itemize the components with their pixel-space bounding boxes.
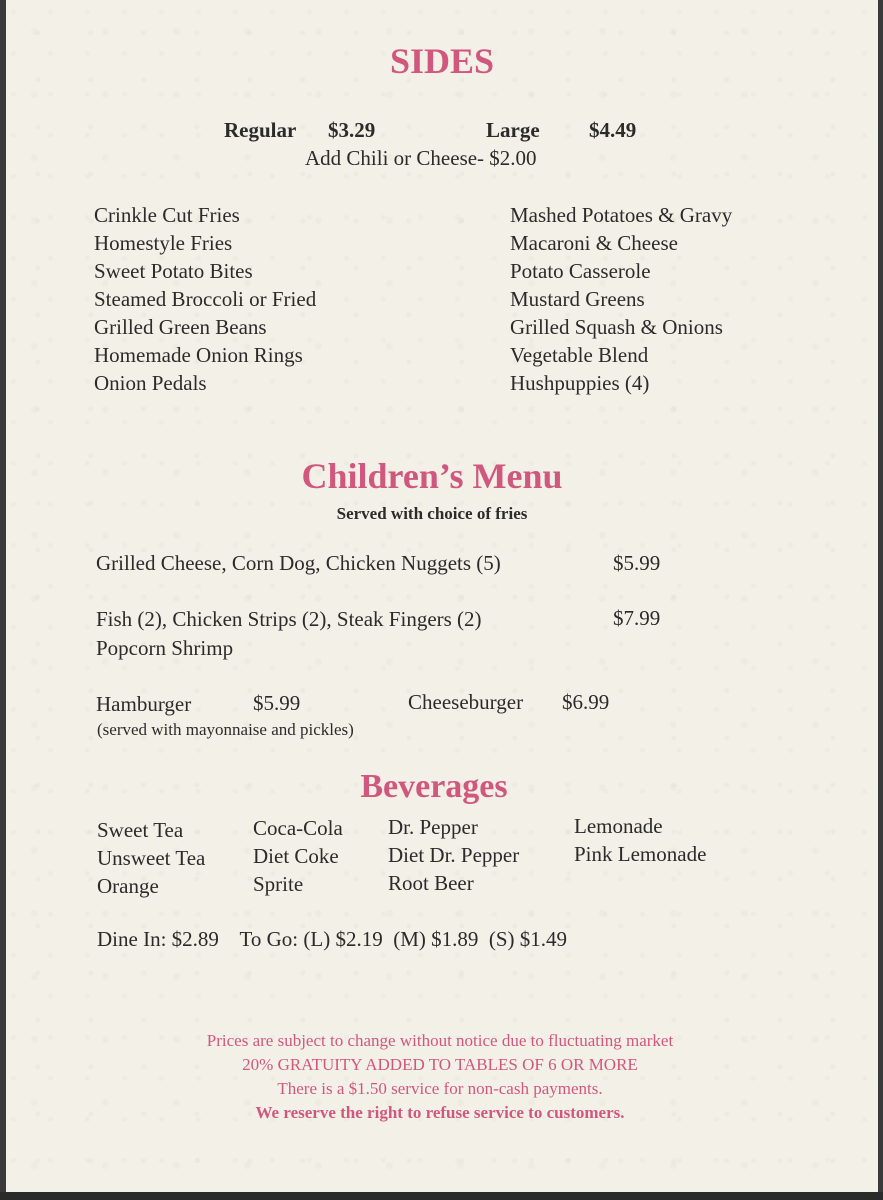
list-item: Coca-Cola [253,816,343,840]
list-item: Vegetable Blend [510,343,649,367]
list-item: Macaroni & Cheese [510,231,678,255]
list-item: Lemonade [574,814,663,838]
list-item: Unsweet Tea [97,846,206,870]
hamburger-label: Hamburger [96,692,192,716]
sides-addon: Add Chili or Cheese- $2.00 [305,146,537,170]
children-item-2-price: $7.99 [613,606,661,630]
footer-gratuity: 20% GRATUITY ADDED TO TABLES OF 6 OR MORE [242,1055,638,1074]
children-item-1: Grilled Cheese, Corn Dog, Chicken Nuggets (5) [96,551,501,575]
list-item: Dr. Pepper [388,815,478,839]
list-item: Mustard Greens [510,287,645,311]
children-item-2: Fish (2), Chicken Strips (2), Steak Fingers (2) [96,607,482,631]
beverage-prices: Dine In: $2.89 To Go: (L) $2.19 (M) $1.89 (S) $1.49 [97,927,568,951]
menu-page [6,0,878,1192]
list-item: Crinkle Cut Fries [94,203,240,227]
regular-price: $3.29 [328,118,376,142]
list-item: Grilled Squash & Onions [510,315,723,339]
list-item: Diet Coke [253,844,339,868]
sides-heading: SIDES [389,41,495,81]
list-item: Sweet Tea [97,818,184,842]
regular-label: Regular [224,118,297,142]
list-item: Orange [97,874,159,898]
list-item: Grilled Green Beans [94,315,267,339]
children-heading: Children’s Menu [301,456,563,496]
burger-note: (served with mayonnaise and pickles) [97,720,354,739]
list-item: Pink Lemonade [574,842,707,866]
children-subtitle: Served with choice of fries [336,504,528,523]
cheeseburger-price: $6.99 [562,690,610,714]
beverages-col-2 [253,814,343,898]
cheeseburger-label: Cheeseburger [408,690,524,714]
list-item: Potato Casserole [510,259,651,283]
list-item: Diet Dr. Pepper [388,843,520,867]
children-item-2-line-2: Popcorn Shrimp [96,636,234,660]
large-price: $4.49 [589,118,637,142]
list-item: Homestyle Fries [94,231,233,255]
hamburger-price: $5.99 [253,691,301,715]
footer-refuse-service: We reserve the right to refuse service to customers. [255,1103,625,1122]
list-item: Steamed Broccoli or Fried [94,287,317,311]
large-label: Large [486,118,540,142]
beverages-col-3 [388,813,519,897]
list-item: Onion Pedals [94,371,207,395]
list-item: Hushpuppies (4) [510,371,650,395]
children-item-1-price: $5.99 [613,551,661,575]
beverages-heading: Beverages [360,768,508,805]
table-surface [0,1192,883,1200]
list-item: Root Beer [388,871,474,895]
list-item: Mashed Potatoes & Gravy [510,203,733,227]
beverages-col-1 [97,816,205,900]
sides-left-list [94,201,316,397]
beverages-col-4 [574,812,706,868]
sides-right-list [510,201,732,397]
footer-service-fee: There is a $1.50 service for non-cash payments. [277,1079,603,1098]
list-item: Sweet Potato Bites [94,259,253,283]
list-item: Homemade Onion Rings [94,343,303,367]
footer-price-notice: Prices are subject to change without notice due to fluctuating market [206,1031,674,1050]
list-item: Sprite [253,872,304,896]
